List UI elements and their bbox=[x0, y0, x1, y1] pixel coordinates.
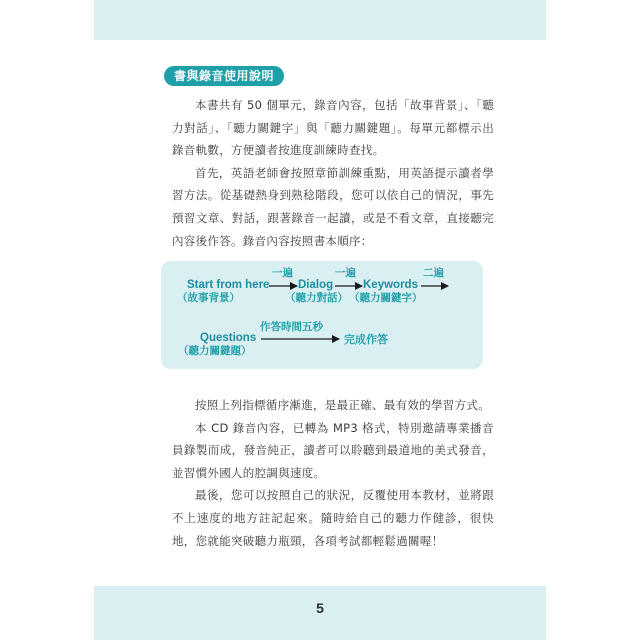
repeat-once-label-1: 一遍 bbox=[272, 267, 293, 279]
flow-step-keywords-zh: （聽力關鍵字） bbox=[349, 292, 423, 304]
footer-band bbox=[94, 586, 546, 640]
flow-step-start-zh: （故事背景） bbox=[177, 292, 240, 304]
flow-step-questions-zh: （聽力關鍵題） bbox=[178, 345, 252, 357]
repeat-once-label-2: 一遍 bbox=[335, 267, 356, 279]
intro-paragraph-2: 首先，英語老師會按照章節訓練重點，用英語提示讀者學習方法。從基礎熱身到熟稔階段，您可以依自己的情況，事先預習文章、對話，跟著錄音一起讀，或是不看文章，直接聽完內容後作答。錄音內容按照書本順序： bbox=[172, 165, 494, 248]
closing-paragraph-2: 本 CD 錄音內容，已轉為 MP3 格式，特別邀請專業播音員錄製而成，發音純正，讀者可以聆聽到最道地的美式發音，並習慣外國人的腔調與速度。 bbox=[172, 420, 494, 480]
repeat-twice-label: 二遍 bbox=[423, 267, 444, 279]
closing-section bbox=[172, 394, 494, 552]
answer-time-label: 作答時間五秒 bbox=[260, 321, 323, 333]
flow-step-dialog: Dialog bbox=[298, 279, 334, 291]
flow-step-dialog-zh: （聽力對話） bbox=[285, 292, 348, 304]
page-number: 5 bbox=[316, 600, 324, 616]
intro-paragraph-1: 本書共有 50 個單元，錄音內容，包括「故事背景」、「聽力對話」、「聽力關鍵字」與「聽力關鍵題」。每單元都標示出錄音軌數，方便讀者按進度訓練時查找。 bbox=[172, 98, 494, 158]
section-title-badge: 書與錄音使用說明 bbox=[164, 66, 284, 86]
flow-step-finish: 完成作答 bbox=[344, 333, 388, 346]
intro-section bbox=[172, 94, 494, 252]
flow-step-start: Start from here bbox=[187, 279, 270, 291]
header-band bbox=[94, 0, 546, 40]
flow-step-keywords: Keywords bbox=[363, 279, 418, 291]
listening-flow-diagram bbox=[161, 261, 483, 369]
flow-step-questions: Questions bbox=[200, 332, 257, 344]
closing-paragraph-1: 按照上列指標循序漸進，是最正確、最有效的學習方式。 bbox=[195, 398, 490, 412]
closing-paragraph-3: 最後，您可以按照自己的狀況，反覆使用本教材，並將跟不上速度的地方註記起來。隨時給自己的聽力作健診，很快地，您就能突破聽力瓶頸，各項考試都輕鬆過關喔！ bbox=[172, 488, 494, 548]
